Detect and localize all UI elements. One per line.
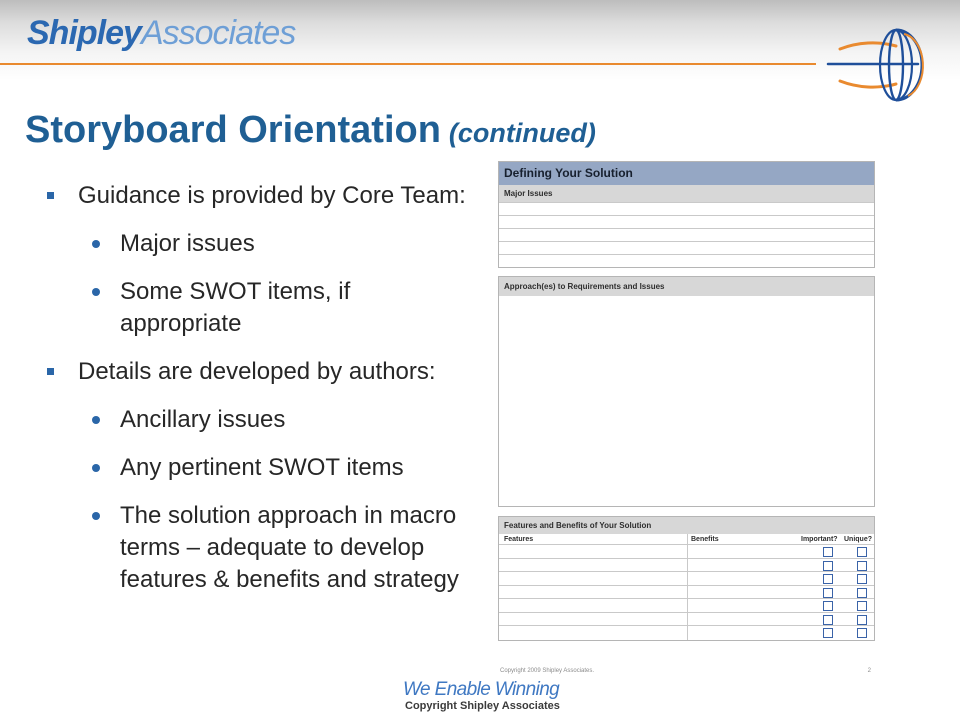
table-row (499, 572, 874, 586)
table-row (499, 613, 874, 627)
round-bullet-icon (92, 288, 100, 296)
important-checkbox-icon (823, 561, 833, 571)
unique-checkbox-icon (857, 628, 867, 638)
header-divider (0, 63, 816, 65)
column-header-important: Important? (801, 536, 838, 543)
form-row (499, 228, 874, 241)
round-bullet-icon (92, 512, 100, 520)
round-bullet-icon (92, 240, 100, 248)
table-row (499, 586, 874, 600)
table-row (499, 559, 874, 573)
bullet-text: terms – adequate to develop (120, 534, 425, 561)
bullet-text: Major issues (120, 230, 255, 257)
round-bullet-icon (92, 416, 100, 424)
unique-checkbox-icon (857, 574, 867, 584)
round-bullet-icon (92, 464, 100, 472)
unique-checkbox-icon (857, 561, 867, 571)
sub-bullet-item (0, 404, 492, 436)
form-row (499, 202, 874, 215)
unique-checkbox-icon (857, 601, 867, 611)
bullet-text: The solution approach in macro (120, 502, 457, 529)
bullet-item (0, 180, 492, 212)
features-benefits-section (498, 516, 875, 641)
approach-header: Approach(es) to Requirements and Issues (499, 277, 874, 296)
form-copyright: Copyright 2009 Shipley Associates. (500, 668, 595, 674)
logo-secondary-text: Associates (140, 14, 296, 52)
company-logo (27, 13, 295, 53)
unique-checkbox-icon (857, 547, 867, 557)
form-preview (498, 160, 875, 680)
bullet-item (0, 356, 492, 388)
form-row (499, 241, 874, 254)
form-footer (498, 667, 875, 675)
square-bullet-icon (47, 192, 54, 199)
sub-bullet-item (0, 500, 492, 596)
bullet-list (0, 180, 492, 596)
sub-bullet-item (0, 452, 492, 484)
bullet-text: Any pertinent SWOT items (120, 454, 404, 481)
column-divider (687, 613, 688, 626)
column-divider (687, 572, 688, 585)
globe-swoosh-bottom (840, 81, 896, 87)
form-row (499, 215, 874, 228)
bullet-text: Guidance is provided by Core Team: (78, 182, 466, 209)
form-title: Defining Your Solution (499, 162, 874, 185)
unique-checkbox-icon (857, 588, 867, 598)
column-divider (687, 586, 688, 599)
column-divider (687, 626, 688, 640)
column-divider (687, 534, 688, 544)
column-header-unique: Unique? (844, 536, 872, 543)
column-header-row (499, 534, 874, 545)
globe-swoosh-top (840, 43, 896, 49)
column-divider (687, 599, 688, 612)
bullet-text: features & benefits and strategy (120, 566, 459, 593)
title-suffix: (continued) (448, 118, 596, 148)
globe-icon (826, 27, 926, 103)
brand-copyright: Copyright Shipley Associates (405, 700, 560, 712)
bullet-text: appropriate (120, 310, 242, 337)
features-benefits-header: Features and Benefits of Your Solution (499, 517, 874, 534)
column-header-benefits: Benefits (691, 536, 719, 543)
logo-primary-text: Shipley (27, 14, 141, 52)
table-row (499, 545, 874, 559)
approach-section (498, 276, 875, 507)
important-checkbox-icon (823, 628, 833, 638)
title-main: Storyboard Orientation (25, 109, 441, 151)
square-bullet-icon (47, 368, 54, 375)
form-page-number: 2 (867, 668, 871, 674)
important-checkbox-icon (823, 547, 833, 557)
slide-title (25, 108, 596, 152)
unique-checkbox-icon (857, 615, 867, 625)
bullet-text: Ancillary issues (120, 406, 286, 433)
important-checkbox-icon (823, 615, 833, 625)
sub-bullet-item (0, 276, 492, 340)
sub-bullet-item (0, 228, 492, 260)
column-divider (687, 559, 688, 572)
form-row (499, 254, 874, 267)
column-divider (687, 545, 688, 558)
brand-tagline: We Enable Winning (403, 679, 560, 700)
table-row (499, 626, 874, 640)
table-row (499, 599, 874, 613)
important-checkbox-icon (823, 588, 833, 598)
major-issues-header: Major Issues (499, 185, 874, 202)
column-header-features: Features (504, 536, 534, 543)
bullet-text: Some SWOT items, if (120, 278, 351, 305)
defining-solution-section (498, 161, 875, 268)
important-checkbox-icon (823, 574, 833, 584)
important-checkbox-icon (823, 601, 833, 611)
bullet-text: Details are developed by authors: (78, 358, 436, 385)
